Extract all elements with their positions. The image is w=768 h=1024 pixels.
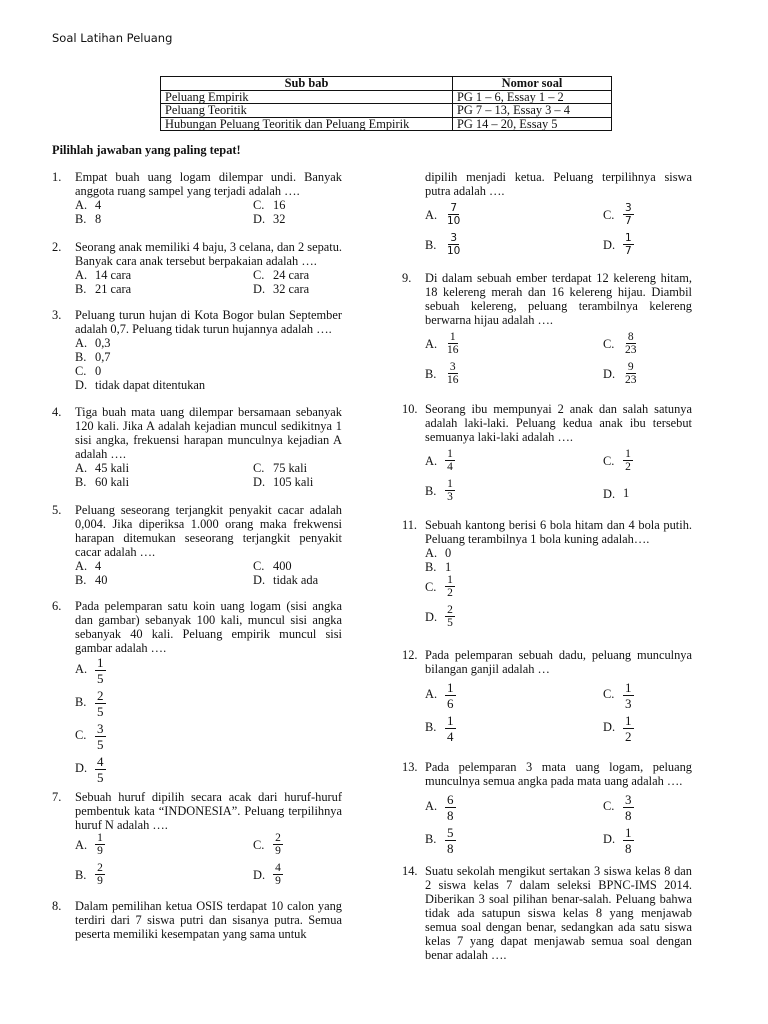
fraction: $\frac{2}{5}$	[97, 688, 104, 719]
option-b[interactable]: B. $\frac{1}{3}$	[425, 478, 455, 508]
fraction: $\frac{1}{9}$	[97, 832, 103, 857]
option-a[interactable]: A. 0,3	[75, 336, 111, 350]
table-row	[161, 117, 612, 131]
question-4	[52, 405, 342, 489]
option-b[interactable]: B. 0,7	[75, 350, 111, 364]
fraction: $\frac{1}{16}$	[447, 331, 459, 356]
question-text: Tiga buah mata uang dilempar bersamaan sebanyak 120 kali. Jika A adalah kejadian muncul sedikitnya 1 sisi angka, frekuensi harapan munculnya kejadian A adalah ….	[75, 405, 342, 461]
fraction: $\frac{3}{5}$	[97, 721, 104, 752]
question-number: 5.	[52, 503, 62, 517]
page-header: Soal Latihan Peluang	[52, 31, 173, 45]
question-number: 12.	[402, 648, 418, 662]
question-number: 13.	[402, 760, 418, 774]
question-number: 14.	[402, 864, 418, 878]
question-number: 7.	[52, 790, 62, 804]
fraction: $\frac{4}{9}$	[275, 862, 281, 887]
option-b[interactable]: B. $\frac{2}{5}$	[75, 688, 104, 719]
question-1	[52, 170, 342, 226]
fraction: $\frac{9}{23}$	[625, 361, 637, 386]
question-12	[402, 648, 692, 746]
question-6	[52, 599, 342, 787]
option-d[interactable]: D. $\frac{1}{2}$	[603, 713, 632, 744]
question-10	[402, 402, 692, 508]
fraction: $\frac{5}{8}$	[447, 825, 454, 856]
option-c[interactable]: C. $\frac{3}{8}$	[603, 792, 632, 823]
fraction: $\frac{1}{7}$	[625, 232, 632, 257]
question-text: Suatu sekolah mengikut sertakan 3 siswa kelas 8 dan 2 siswa kelas 7 dalam seleksi BPNC-IMS 2014. Diberikan 3 soal pilihan benar-salah. Peluang bahwa tidak ada satupun siswa kelas 8 yang menjawab semua soal dengan benar, sedangkan ada satu siswa kelas 7 yang dapat menjawab semua soal dengan benar adalah ….	[425, 864, 692, 962]
question-number: 1.	[52, 170, 62, 184]
question-text: dipilih menjadi ketua. Peluang terpilihnya siswa putra adalah ….	[425, 170, 692, 198]
question-13	[402, 760, 692, 858]
question-text: Sebuah huruf dipilih secara acak dari huruf-huruf pembentuk kata “INDONESIA”. Peluang terpilihnya huruf N adalah ….	[75, 790, 342, 832]
option-d[interactable]: D. tidak dapat ditentukan	[75, 378, 206, 392]
fraction: $\frac{2}{9}$	[275, 832, 281, 857]
option-d[interactable]: D. tidak ada	[253, 573, 319, 587]
option-c[interactable]: C. $\frac{1}{2}$	[425, 574, 455, 604]
fraction: $\frac{7}{10}$	[447, 202, 461, 227]
question-number: 3.	[52, 308, 62, 322]
question-text: Dalam pemilihan ketua OSIS terdapat 10 calon yang terdiri dari 7 siswa putri dan sisanya putra. Semua peserta memiliki kesempatan yang sama untuk	[75, 899, 342, 941]
fraction: $\frac{1}{3}$	[447, 478, 453, 503]
fraction: $\frac{1}{4}$	[447, 713, 454, 744]
question-8-continued	[402, 170, 692, 262]
question-text: Peluang turun hujan di Kota Bogor bulan September adalah 0,7. Peluang tidak turun hujannya adalah ….	[75, 308, 342, 336]
option-a[interactable]: A. 4	[75, 559, 102, 573]
option-a[interactable]: A. 4	[75, 198, 102, 212]
option-a[interactable]: A. $\frac{1}{16}$	[425, 331, 459, 356]
option-b[interactable]: B. $\frac{3}{10}$	[425, 232, 461, 257]
option-c[interactable]: C. $\frac{1}{3}$	[603, 680, 632, 711]
table-header: Sub bab	[161, 77, 453, 91]
question-number: 8.	[52, 899, 62, 913]
instruction: Pilihlah jawaban yang paling tepat!	[52, 143, 241, 157]
option-b[interactable]: B. $\frac{1}{4}$	[425, 713, 454, 744]
table-cell: PG 7 – 13, Essay 3 – 4	[453, 104, 612, 118]
question-number: 6.	[52, 599, 62, 613]
option-b[interactable]: B. $\frac{2}{9}$	[75, 862, 105, 892]
option-d[interactable]: D. $\frac{4}{9}$	[253, 862, 283, 892]
fraction: $\frac{1}{5}$	[97, 655, 104, 686]
option-c[interactable]: C. $\frac{1}{2}$	[603, 448, 633, 478]
subchapter-table	[160, 76, 612, 131]
fraction: $\frac{2}{9}$	[97, 862, 103, 887]
option-d[interactable]: D. 32 cara	[253, 282, 310, 296]
question-11	[402, 518, 692, 634]
question-text: Pada pelemparan sebuah dadu, peluang munculnya bilangan ganjil adalah …	[425, 648, 692, 676]
question-number: 10.	[402, 402, 418, 416]
option-d[interactable]: D. $\frac{9}{23}$	[603, 361, 637, 386]
question-text: Empat buah uang logam dilempar undi. Banyak anggota ruang sampel yang terjadi adalah ….	[75, 170, 342, 198]
fraction: $\frac{4}{5}$	[97, 754, 104, 785]
fraction: $\frac{3}{10}$	[447, 232, 461, 257]
fraction: $\frac{1}{2}$	[625, 448, 631, 473]
question-number: 2.	[52, 240, 62, 254]
fraction: $\frac{1}{2}$	[625, 713, 632, 744]
fraction: $\frac{1}{6}$	[447, 680, 454, 711]
table-cell: PG 1 – 6, Essay 1 – 2	[453, 90, 612, 104]
option-d[interactable]: D. 1	[603, 486, 630, 502]
fraction: $\frac{3}{7}$	[625, 202, 632, 227]
fraction: $\frac{3}{16}$	[447, 361, 459, 386]
fraction: $\frac{1}{8}$	[625, 825, 632, 856]
question-text: Pada pelemparan satu koin uang logam (sisi angka dan gambar) sebanyak 100 kali, muncul sisi angka sebanyak 40 kali. Peluang empirik muncul sisi gambar adalah ….	[75, 599, 342, 655]
fraction: $\frac{8}{23}$	[625, 331, 637, 356]
option-b[interactable]: B. 8	[75, 212, 102, 226]
option-a[interactable]: A. 14 cara	[75, 268, 132, 282]
option-d[interactable]: D. $\frac{4}{5}$	[75, 754, 104, 785]
option-a[interactable]: A. $\frac{1}{6}$	[425, 680, 454, 711]
question-text: Seorang ibu mempunyai 2 anak dan salah satunya adalah laki-laki. Peluang kedua anak ibu tersebut semuanya laki-laki adalah ….	[425, 402, 692, 444]
question-text: Seorang anak memiliki 4 baju, 3 celana, dan 2 sepatu. Banyak cara anak tersebut berpakaian adalah ….	[75, 240, 343, 268]
fraction: $\frac{1}{3}$	[625, 680, 632, 711]
question-9	[402, 271, 692, 391]
option-d[interactable]: D. $\frac{1}{7}$	[603, 232, 632, 257]
question-2	[52, 240, 342, 296]
question-text: Peluang seseorang terjangkit penyakit cacar adalah 0,004. Jika diperiksa 1.000 orang maka frekwensi harapan ditemukan seseorang terjangkit penyakit cacar adalah ….	[75, 503, 342, 559]
option-b[interactable]: B. $\frac{3}{16}$	[425, 361, 459, 386]
table-cell: Peluang Teoritik	[161, 104, 453, 118]
fraction: $\frac{6}{8}$	[447, 792, 454, 823]
option-b[interactable]: B. 40	[75, 573, 108, 587]
option-a[interactable]: A. $\frac{7}{10}$	[425, 202, 461, 227]
option-c[interactable]: C. $\frac{3}{5}$	[75, 721, 104, 752]
question-7	[52, 790, 342, 892]
question-8	[52, 899, 342, 941]
question-text: Pada pelemparan 3 mata uang logam, peluang munculnya semua angka pada mata uang adalah ….	[425, 760, 692, 788]
option-a[interactable]: A. 45 kali	[75, 461, 130, 475]
question-text: Sebuah kantong berisi 6 bola hitam dan 4 bola putih. Peluang terambilnya 1 bola kuning adalah….	[425, 518, 692, 546]
option-c[interactable]: C. 75 kali	[253, 461, 308, 475]
table-cell: PG 14 – 20, Essay 5	[453, 117, 612, 131]
question-number: 4.	[52, 405, 62, 419]
option-d[interactable]: D. $\frac{2}{5}$	[425, 604, 455, 634]
option-a[interactable]: A. 0	[425, 546, 452, 560]
option-c[interactable]: C. 16	[253, 198, 286, 212]
option-c[interactable]: C. 0	[75, 364, 102, 378]
option-a[interactable]: A. $\frac{6}{8}$	[425, 792, 454, 823]
table-cell: Hubungan Peluang Teoritik dan Peluang Empirik	[161, 117, 453, 131]
fraction: $\frac{1}{2}$	[447, 574, 453, 599]
option-a[interactable]: A. $\frac{1}{9}$	[75, 832, 105, 862]
table-row	[161, 90, 612, 104]
option-c[interactable]: C. 24 cara	[253, 268, 310, 282]
question-14	[402, 864, 692, 962]
option-c[interactable]: C. $\frac{8}{23}$	[603, 331, 637, 356]
option-c[interactable]: C. $\frac{2}{9}$	[253, 832, 283, 862]
question-5	[52, 503, 342, 587]
option-d[interactable]: D. 32	[253, 212, 286, 226]
fraction: $\frac{2}{5}$	[447, 604, 453, 629]
option-d[interactable]: D. $\frac{1}{8}$	[603, 825, 632, 856]
option-a[interactable]: A. $\frac{1}{4}$	[425, 448, 455, 478]
option-c[interactable]: C. 400	[253, 559, 292, 573]
option-a[interactable]: A. $\frac{1}{5}$	[75, 655, 104, 686]
question-number: 11.	[402, 518, 418, 532]
option-b[interactable]: B. $\frac{5}{8}$	[425, 825, 454, 856]
fraction: $\frac{1}{4}$	[447, 448, 453, 473]
table-cell: Peluang Empirik	[161, 90, 453, 104]
option-b[interactable]: B. 1	[425, 560, 452, 574]
option-b[interactable]: B. 21 cara	[75, 282, 132, 296]
question-number: 9.	[402, 271, 412, 285]
fraction: $\frac{3}{8}$	[625, 792, 632, 823]
table-header: Nomor soal	[453, 77, 612, 91]
table-row	[161, 104, 612, 118]
question-3	[52, 308, 342, 392]
option-c[interactable]: C. $\frac{3}{7}$	[603, 202, 632, 227]
option-b[interactable]: B. 60 kali	[75, 475, 130, 489]
option-d[interactable]: D. 105 kali	[253, 475, 314, 489]
table-header-row	[161, 77, 612, 91]
question-text: Di dalam sebuah ember terdapat 12 kelereng hitam, 18 kelereng merah dan 16 kelereng hijau. Diambil sebuah kelereng, peluang terambilnya kelereng berwarna hijau adalah ….	[425, 271, 692, 327]
